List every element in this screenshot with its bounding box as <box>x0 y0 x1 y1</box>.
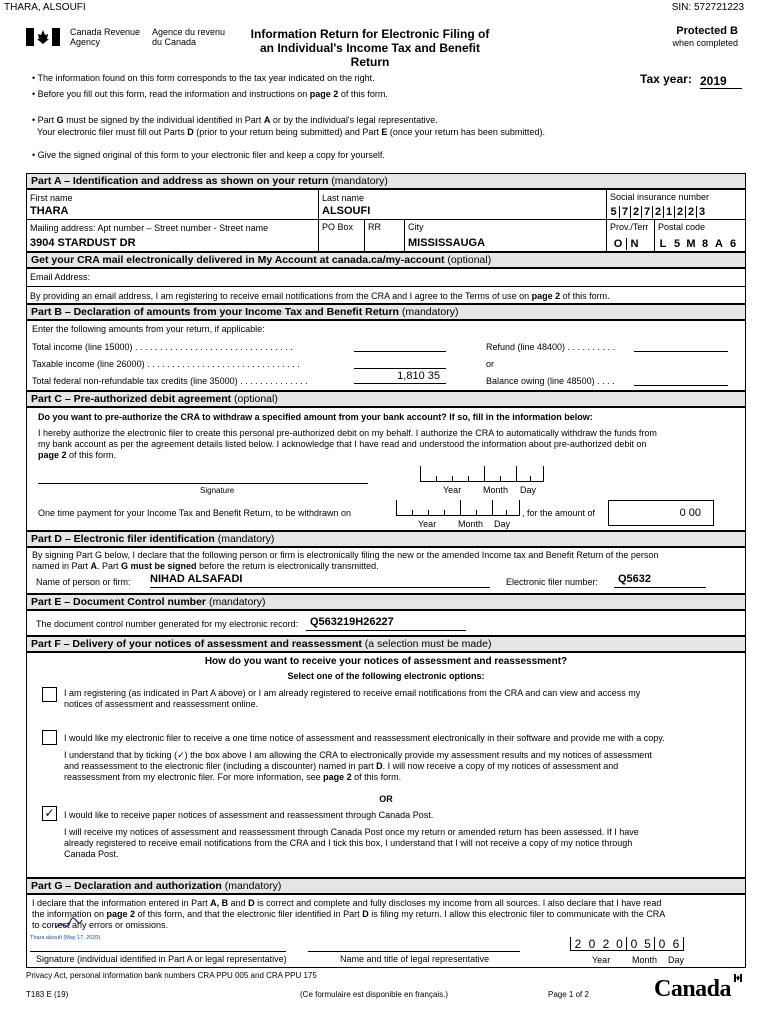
agency-name-fr: Agence du revenu du Canada <box>152 27 226 47</box>
first-name-field[interactable]: THARA <box>30 205 69 217</box>
balance-owing-field[interactable] <box>634 374 728 386</box>
e-signature-stamp: Thara alsoufi (May 17, 2020) <box>30 935 101 941</box>
address-label: Mailing address: Apt number – Street number - Street name <box>30 223 269 233</box>
pad-authorization-text: I hereby authorize the electronic filer to create this personal pre-authorized debit on my behalf. I authorize the CRA to automatically withdraw the funds from my bank account as per the agreement details listed below. I acknowledge that I have read and understood the information about pre-authorized debit on page 2 of this form. <box>38 428 657 460</box>
sin-header: SIN: 572721223 <box>671 2 744 13</box>
filer-number-label: Electronic filer number: <box>506 577 599 587</box>
or-label: or <box>486 359 495 369</box>
sin-label: Social insurance number <box>610 192 710 202</box>
handwritten-signature <box>54 914 84 936</box>
paper-notices-checkbox[interactable]: ✓ <box>42 806 57 821</box>
total-income-label: Total income (line 15000) . . . . . . . . . . . . . . . . . . . . . . . . . . . . . . . . <box>32 342 293 352</box>
payment-amount-field[interactable]: 0 00 <box>608 500 714 526</box>
part-f-select: Select one of the following electronic options: <box>287 671 485 681</box>
pad-signature-field[interactable] <box>38 470 368 484</box>
page-number: Page 1 of 2 <box>548 990 589 999</box>
filer-notices-text: I would like my electronic filer to receive a one time notice of assessment and reassessment electronically in their software and provide me with a copy. <box>64 733 665 743</box>
last-name-field[interactable]: ALSOUFI <box>322 205 371 217</box>
last-name-label: Last name <box>322 193 365 203</box>
tax-year-label: Tax year: <box>640 72 692 86</box>
canada-flag-icon <box>26 28 60 46</box>
filer-name-field[interactable]: NIHAD ALSAFADI <box>150 573 490 588</box>
email-notices-checkbox[interactable] <box>42 687 57 702</box>
part-g-heading: Part G – Declaration and authorization (mandatory) <box>26 878 746 894</box>
part-d-declaration: By signing Part G below, I declare that the following person or firm is electronically filing the new or the amended Income tax and Benefit Return of the person named in Part A. Part G must be signed before the return is electronically transmitted. <box>32 550 659 571</box>
representative-name-field[interactable] <box>308 942 520 952</box>
pad-signature-label: Signature <box>200 486 235 495</box>
agency-name-en: Canada Revenue Agency <box>70 27 141 47</box>
intro-bullet-1: • The information found on this form corresponds to the tax year indicated on the right. <box>32 73 375 83</box>
part-b-heading: Part B – Declaration of amounts from your Income Tax and Benefit Return (mandatory) <box>26 304 746 320</box>
refund-label: Refund (line 48400) . . . . . . . . . . <box>486 342 616 352</box>
tax-credits-field[interactable]: 1,810 35 <box>354 370 446 384</box>
prov-label: Prov./Terr <box>610 222 649 232</box>
form-number: T183 E (19) <box>26 990 69 999</box>
total-income-field[interactable] <box>354 340 446 352</box>
taxable-income-field[interactable] <box>354 357 446 369</box>
first-name-label: First name <box>30 193 73 203</box>
signature-label: Signature (individual identified in Part A or legal representative) <box>36 954 287 964</box>
protected-b-label: Protected B when completed <box>672 25 738 48</box>
pad-question: Do you want to pre-authorize the CRA to withdraw a specified amount from your bank account? If so, fill in the information below: <box>38 412 593 422</box>
part-b-instructions: Enter the following amounts from your return, if applicable: <box>32 324 265 334</box>
filer-number-field[interactable]: Q5632 <box>614 573 706 588</box>
part-f-heading: Part F – Delivery of your notices of assessment and reassessment (a selection must be made) <box>26 636 746 652</box>
part-e-heading: Part E – Document Control number (mandatory) <box>26 594 746 610</box>
or-separator: OR <box>379 794 393 804</box>
email-terms: By providing an email address, I am registering to receive email notifications from the CRA and I agree to the Terms of use on page 2 of this form. <box>30 291 610 301</box>
paper-notices-explanation: I will receive my notices of assessment and reassessment through Canada Post once my return or amended return has been assessed. If I have already registered to receive email notifications from the CRA and I tick this box, I understand that I will not receive a copy of my notice through Canada Post. <box>64 827 639 859</box>
wordmark-flag-icon <box>734 974 742 982</box>
representative-name-label: Name and title of legal representative <box>340 954 490 964</box>
withdrawal-date-field[interactable] <box>396 500 520 516</box>
postal-label: Postal code <box>658 222 706 232</box>
sin-field[interactable]: 5 7 2 7 2 1 2 2 3 <box>610 206 706 218</box>
french-availability: (Ce formulaire est disponible en français.) <box>300 990 449 999</box>
email-label: Email Address: <box>30 272 91 282</box>
my-account-heading: Get your CRA mail electronically delivered in My Account at canada.ca/my-account (optional) <box>26 252 746 268</box>
address-field[interactable]: 3904 STARDUST DR <box>30 237 136 249</box>
po-box-label: PO Box <box>322 222 354 232</box>
city-field[interactable]: MISSISSAUGA <box>408 237 486 249</box>
taxpayer-name-header: THARA, ALSOUFI <box>4 2 86 13</box>
filer-name-label: Name of person or firm: <box>36 577 131 587</box>
declaration-signature-field[interactable] <box>30 942 286 952</box>
city-label: City <box>408 222 424 232</box>
declaration-date-field[interactable]: 2 0 2 0 0 5 0 6 <box>570 937 684 951</box>
pad-date-field[interactable] <box>420 466 544 482</box>
canada-wordmark: Canada <box>654 976 732 1002</box>
email-notices-text: I am registering (as indicated in Part A above) or I am already registered to receive email notifications from the CRA and can view and access my notices of assessment and reassessment online. <box>64 688 641 709</box>
paper-notices-text: I would like to receive paper notices of assessment and reassessment through Canada Post. <box>64 810 434 820</box>
filer-notices-checkbox[interactable] <box>42 730 57 745</box>
part-c-heading: Part C – Pre-authorized debit agreement (optional) <box>26 391 746 407</box>
tax-credits-label: Total federal non-refundable tax credits (line 35000) . . . . . . . . . . . . . . <box>32 376 308 386</box>
intro-bullet-2: • Before you fill out this form, read the information and instructions on page 2 of this form. <box>32 89 388 99</box>
postal-field[interactable]: L 5 M 8 A 6 <box>659 238 737 250</box>
dcn-field[interactable]: Q563219H26227 <box>306 616 466 631</box>
filer-notices-explanation: I understand that by ticking (✓) the box above I am allowing the CRA to electronically provide my assessment results and my notices of assessment and reassessment to the electronic filer (including a discounter) named in part D. I will now receive a copy of my notices of assessment and reassessment from my electronic filer. For more information, see page 2 of this form. <box>64 750 652 782</box>
taxable-income-label: Taxable income (line 26000) . . . . . . . . . . . . . . . . . . . . . . . . . . . . . . . <box>32 359 300 369</box>
part-d-heading: Part D – Electronic filer identification (mandatory) <box>26 531 746 547</box>
part-g-declaration: I declare that the information entered in Part A, B and D is correct and complete and fully discloses my income from all sources. I also declare that I have read the information on page 2 of this form, and that the electronic filer identified in Part D is filing my return. I allow this electronic filer to communicate with the CRA to correct any errors or omissions. <box>32 898 666 930</box>
refund-field[interactable] <box>634 340 728 352</box>
balance-owing-label: Balance owing (line 48500) . . . . <box>486 376 615 386</box>
part-f-question: How do you want to receive your notices of assessment and reassessment? <box>204 656 568 667</box>
tax-year-value: 2019 <box>700 74 742 89</box>
dcn-label: The document control number generated for my electronic record: <box>36 619 299 629</box>
prov-field[interactable]: O N <box>610 238 642 250</box>
amount-label: , for the amount of <box>522 508 596 518</box>
intro-bullet-3: • Part G must be signed by the individual identified in Part A or by the individual's legal representative. Your electronic filer must fill out Parts D (prior to your return being submitted) and Part E (once your return has been submitted). <box>32 115 545 137</box>
privacy-act-note: Privacy Act, personal information bank numbers CRA PPU 005 and CRA PPU 175 <box>26 971 317 980</box>
form-title: Information Return for Electronic Filing of an Individual's Income Tax and Benefit Return <box>250 27 490 69</box>
part-a-heading: Part A – Identification and address as shown on your return (mandatory) <box>26 173 746 189</box>
email-field[interactable] <box>110 270 740 284</box>
intro-bullet-4: • Give the signed original of this form to your electronic filer and keep a copy for yourself. <box>32 150 385 160</box>
rr-label: RR <box>368 222 381 232</box>
one-time-payment-label: One time payment for your Income Tax and Benefit Return, to be withdrawn on <box>38 508 352 518</box>
